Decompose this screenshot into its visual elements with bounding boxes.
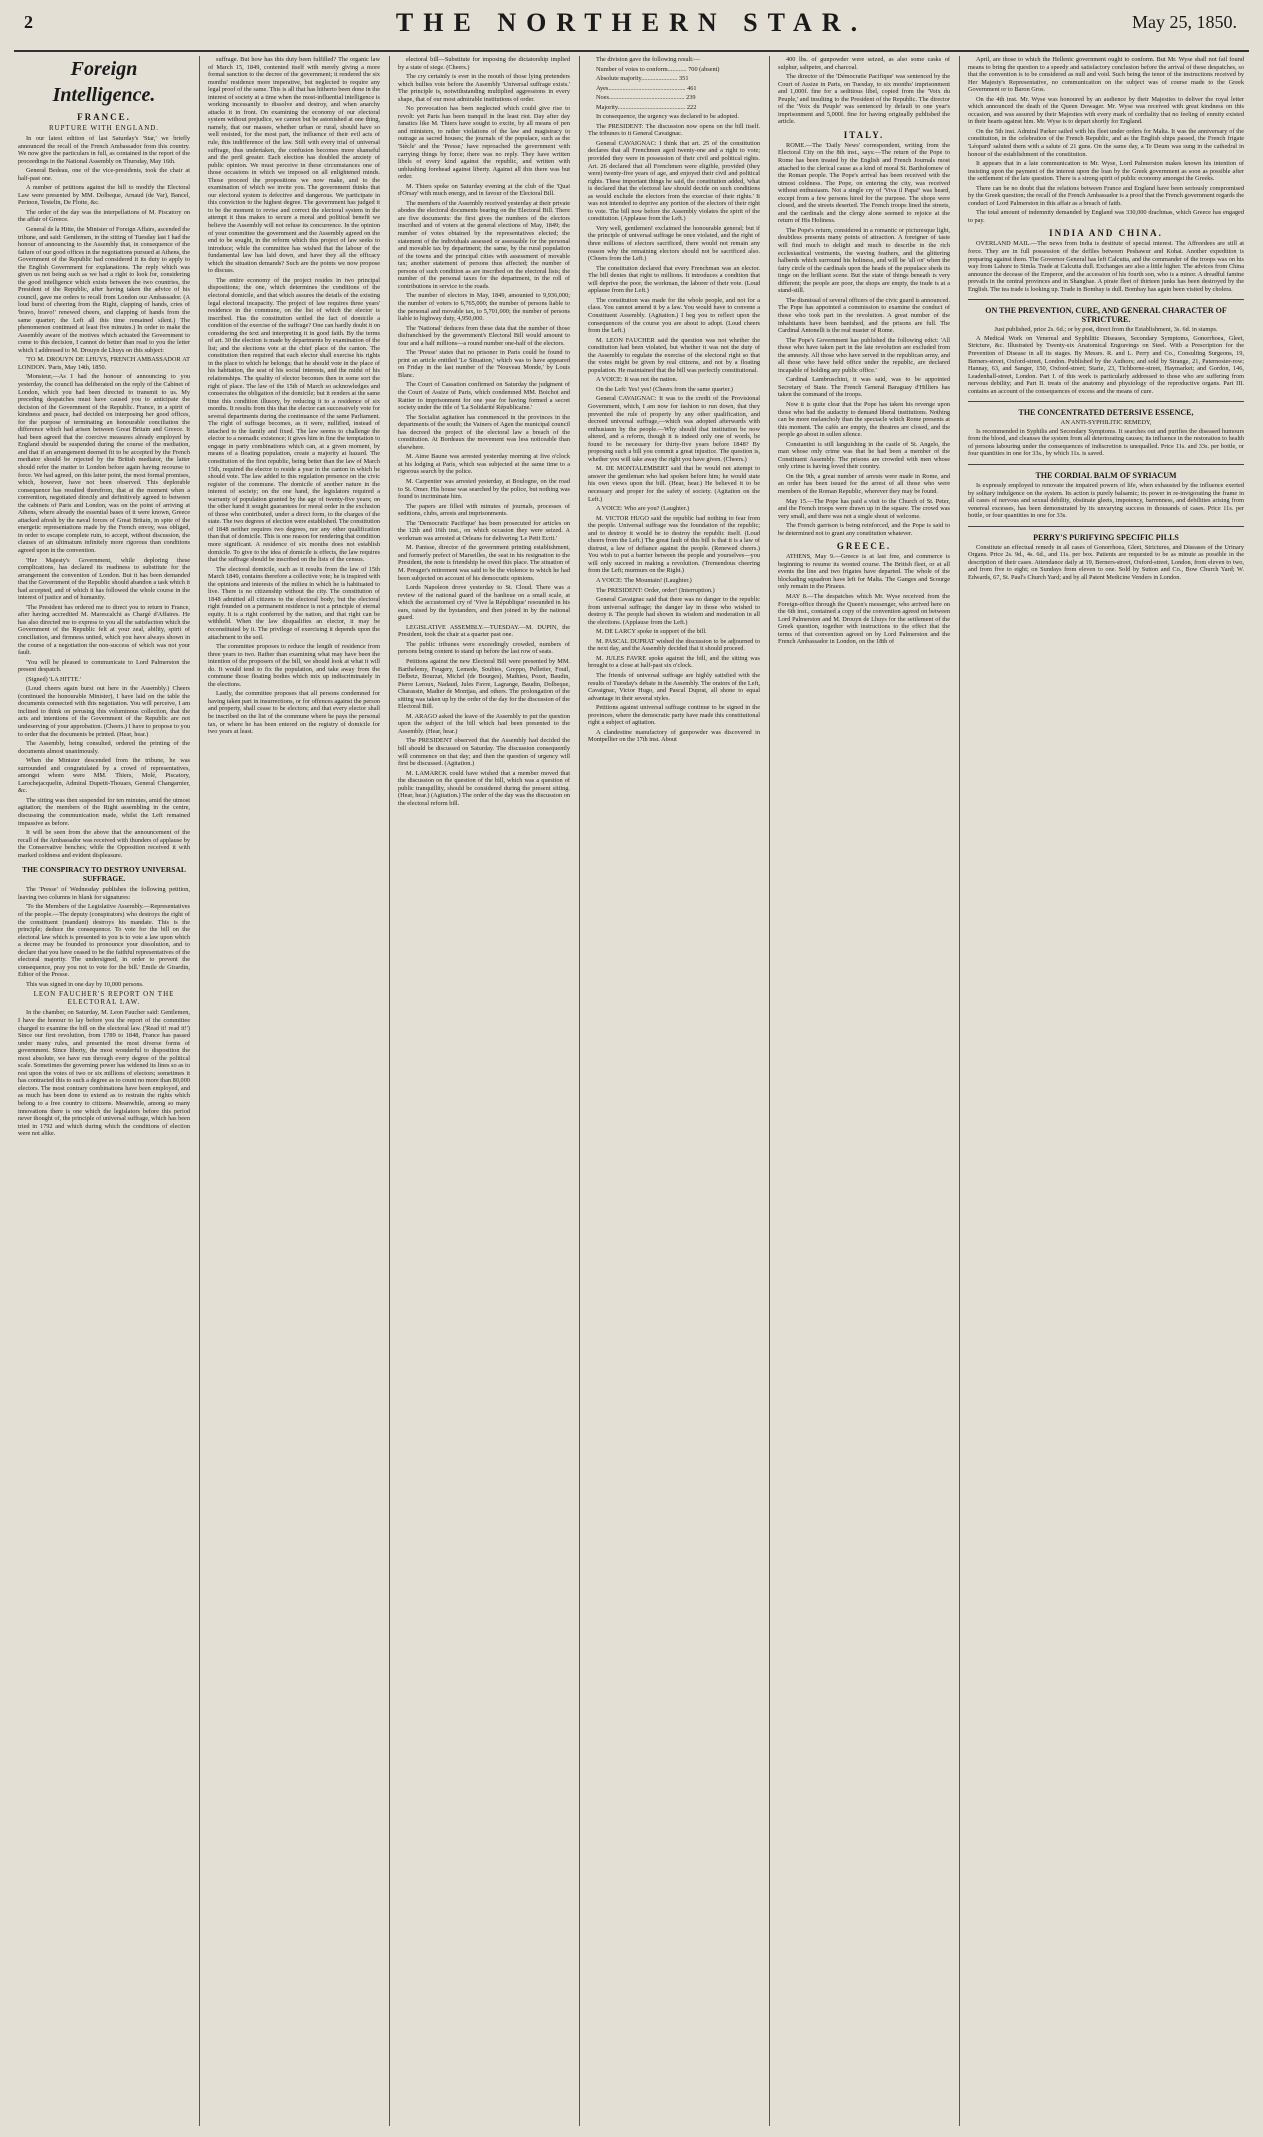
column-5 — [778, 56, 950, 2126]
paragraph: General Bedeau, one of the vice-presidents, took the chair at half-past one. — [18, 167, 190, 182]
paragraph: The number of electors in May, 1849, amounted to 9,936,000; the number of voters to 6,765,000; the number of persons liable to the personal and movable tax, to 5,701,000; the number of persons liable to highway duty, 4,950,000. — [398, 292, 570, 323]
ad-title: THE CONCENTRATED DETERSIVE ESSENCE, — [1018, 408, 1194, 418]
paragraph: It will be seen from the above that the announcement of the recall of the Ambassador was received with thunders of applause by the Conservative benches; while the Opposition received it with marked coldness and evident displeasure. — [18, 829, 190, 859]
paragraph: M. LEON FAUCHER said the question was not whether the constitution had been violated, but whether it was not the duty of the Assembly to regulate the exercise of the electoral right so that the votes might be given by real citizens, and not by a floating population. He maintained that the bill was perfectly constitutional. — [588, 336, 760, 374]
page-number: 2 — [24, 12, 33, 32]
paragraph: No provocation has been neglected which could give rise to revolt: yet Paris has been tranquil in the least riot. Day after day fanatics like M. Thiers have sought to excite, by all means of pen and ministers, to rather violations of the law and magistracy to outrage as sacred houses; the journals of the populace, such as the 'Siècle' and the 'Presse,' have reproached the government with carrying things by force; there was no reply. They have written libels of every kind against the republic, and written with unblushing forehead against liberty. Against all this there was but order. — [398, 105, 570, 181]
paragraph: Constantini is still languishing in the castle of St. Angelo, the man whose only crime was that he had been a member of the Constituent Assembly. The prisons are crowded with men whose only crime is having loved their country. — [778, 440, 950, 471]
paragraph: electoral bill—Substitute for imposing the dictatorship implied by a state of siege. (Cheers.) — [398, 56, 570, 71]
paragraph: suffrage. But how has this duty been fulfilled? The organic law of March 15, 1849, contented itself with merely giving a more formal sanction to the decree of the government; it rendered the six months' residence more imperative, but neglected to require any legal proof of the same. This is all that has hitherto been done in the interest of society at a time when the most-influential intelligence is working incessantly to dissolve and destroy, and when anarchy attacks it in front. On examining the economy of our electoral system without prejudice, we cannot but be astonished at one thing, namely, that our masses, whether urban or rural, should have so well resisted, for the most part, the influence of their evil acts of rule, this indifference of the law. Still with every trial of universal suffrage, thus undertaken, the confusion becomes more shameful and the peril greater. Each election has doubled the anxiety of public opinion. We must perceive in these circumstances one of those occasions in which we imposed on all enlightened minds. Those proceed the propositions we now make, and to the examination of which we invite you. The government thinks that our electoral system is defective and dangerous. We participate in this conviction to the highest degree. The government has judged it to be the moment to revise and correct the electoral system in the attempt it thus makes to secure a moral and political benefit we believe the Assembly will not refuse its concurrence. In the opinion of your committee the government and the Assembly agreed on the end to be sought, in the reform which this project of law seeks to introduce; while the committee has wished that the labour of the fundamental law has laid down, and have they all the efficacy which the situation demands? Such are the points we now propose to discuss. — [208, 56, 380, 275]
masthead — [14, 4, 1249, 52]
paragraph: Petitions against the new Electoral Bill were presented by MM. Barthelemy, Feugery, Lemede, Soubies, Greppo, Pelletier, Fouil, Delbetz, Bourzat, Michel (de Bourges), Mathieu, Pozet, Baudin, Pierre Leroux, Nadaud, Jules Favre, Lagrange, Baudin, Dolbeque, Charassin, Madier de Montjau, and others. The prolongation of the sitting was taken up by the order of the day for the discussion of the Electoral Bill. — [398, 658, 570, 711]
paragraph: A VOICE: Who are you? (Laughter.) — [596, 505, 690, 513]
paragraph: M. DE MONTALEMBERT said that he would not attempt to answer the gentleman who had spoken before him; he would state his own views upon the bill. (Hear, hear.) He believed it to be necessary and proper for the safety of society. (Agitation on the Left.) — [588, 465, 760, 503]
country-heading: GREECE. — [836, 541, 892, 552]
paragraph: M. Carpentier was arrested yesterday, at Boulogne, on the road to St. Omer. His house was searched by the police, but nothing was found to incriminate him. — [398, 477, 570, 501]
column-rule — [199, 56, 200, 2126]
paragraph: The PRESIDENT: Order, order! (Interruption.) — [596, 586, 715, 594]
paragraph: In our latest edition of last Saturday's 'Star,' we briefly announced the recall of the French Ambassador from this country. We now give the particulars in full, as contained in the report of the proceedings in the National Assembly on Thursday, May 16th. — [18, 135, 190, 165]
paragraph: A number of petitions against the bill to modify the Electoral Law were presented by MM. Dolbeque, Arnaud (de Var), Bancel, Perinon, Testelin, De Flotte, &c. — [18, 184, 190, 207]
column-3 — [398, 56, 570, 2126]
paragraph: 'Her Majesty's Government, while deploring these complications, has declared its readiness to substitute for the arrangement the convention of London. But it has been demanded that the Government of the Republic should abandon a task which it had accepted, and of which it has followed the whole course in the interest of justice and of humanity. — [18, 556, 190, 602]
paragraph: M. Thiers spoke on Saturday evening at the club of the 'Quai d'Orsay' with much energy, and in favour of the Electoral Bill. — [398, 182, 570, 198]
paragraph: The total amount of indemnity demanded by England was 330,000 drachmas, which Greece has engaged to pay. — [968, 209, 1244, 224]
paragraph: The friends of universal suffrage are highly satisfied with the results of Tuesday's debate in the Assembly. The orators of the Left, Cavaignac, Victor Hugo, and Pascal Duprat, all shone to equal advantage in their several styles. — [588, 672, 760, 702]
country-heading: FRANCE. — [77, 112, 131, 122]
paragraph: Cardinal Lambruschini, it was said, was to be appointed Secretary of State. The French General Baraguay d'Hilliers has taken the command of the troops. — [778, 376, 950, 399]
paragraph: April, are those to which the Hellenic government ought to conform. But Mr. Wyse shall not fail found means to bring the question to a speedy and satisfactory conclusion before the arrival of these despatches, so that the convention is to be considered as null and void. Such being the tenor of the instructions received by Her Majesty's Representative, no communication on the subject was of course made to the Greek Government or to Baron Gros. — [968, 56, 1244, 94]
paragraph: 'Monsieur,—As I had the honour of announcing to you yesterday, the council has deliberated on the reply of the Cabinet of London, which you had been directed to transmit to us. My preceding despatches must have caused you to anticipate the decision of the Government of the Republic. France, in a spirit of kindness and peace, had decided on interposing her good offices, for the purpose of terminating an honourable conciliation the difference which had arisen between Great Britain and Greece. It had been agreed that the coercive measures already employed by England should be suspended during the course of the mediation, and that if an arrangement deemed fit to be accepted by the French mediator should be rejected by the British mediator, the latter should refer the matter to London before again having recourse to force. We had agreed, on this latter point, the most formal promises, which, however, have not been observed. This deplorable consequence has resulted therefrom, that at the moment when a convention, negotiated directly and definitively agreed to between the cabinets of Paris and London, was on the point of arriving at Athens, where already the essential bases of it were known, Greece attacked afresh by the naval forces of Great Britain, in spite of the energetic representations made by the French envoy, was obliged, in order to escape complete ruin, to accept, without discussion, the clauses of an ultimatum infinitely more rigorous than conditions agreed upon in the convention. — [18, 373, 190, 554]
paragraph: The sitting was then suspended for ten minutes, amid the utmost agitation; the members of the Right assembling in the centre, discussing the communication made, whilst the Left remained impassive as before. — [18, 796, 190, 827]
paragraph: When the Minister descended from the tribune, he was surrounded and congratulated by a crowd of representatives, amongst whom were MM. Thiers, Molé, Piscatory, Larochejacquelin, Admiral Dupetit-Thouars, General Changarnier, &c. — [18, 757, 190, 795]
paragraph: The public tribunes were exceedingly crowded, numbers of persons being content to stand up before the last row of seats. — [398, 640, 570, 656]
paragraph: Very well, gentlemen! exclaimed the honourable general; but if the principle of universal suffrage be once violated, and the right of three millions of electors sacrificed, there would not remain any reason why the remaining electors should not be sacrificed also. (Cheers from the Left.) — [588, 224, 760, 263]
paragraph: It appears that in a late communication to Mr. Wyse, Lord Palmerston makes known his intention of insisting upon the payment of the interest upon the loan by the Greek government as soon as possible after the settlement of the late question. There is a strong spirit of public economy amongst the Greeks. — [968, 160, 1244, 183]
paragraph: M. PASCAL DUPRAT wished the discussion to be adjourned to the next day, and the Assembly decided that it should proceed. — [588, 637, 760, 653]
paragraph: Noes................................................ 239 — [596, 94, 696, 102]
paragraph: The 'Presse' states that no prisoner in Paris could be found to print an article entitled 'Le Situation,' which was to have appeared on Friday in the last number of the 'Nouveau Monde,' by Louis Blanc. — [398, 349, 570, 379]
paragraph: ATHENS, May 9.—Greece is at last free, and commerce is beginning to resume its wonted course. The British fleet, or at all events the line and two frigates have departed. The whole of the blockading squadron have left for Malta. The Ganges and Scourge only remain in the Piraeus. — [778, 553, 950, 591]
column-1 — [18, 56, 190, 2126]
paragraph: This was signed in one day by 10,000 persons. — [26, 980, 144, 988]
paragraph: The 'Presse' of Wednesday publishes the following petition, leaving two columns in blank for signatures: — [18, 886, 190, 901]
paragraphs — [398, 56, 570, 807]
paragraph: (Loud cheers again burst out here in the Assembly.) Cheers (continued the honourable Minister), I have laid on the table the documents connected with this negotiation. You will perceive, I am inclined to think on perusing this voluminous collection, that the acts and intentions of the Government of the Republic are not undeserving of your approbation. (Cheers.) I have to propose to you to order that the documents be printed. (Hear, hear.) — [18, 685, 190, 738]
paragraph: Now it is quite clear that the Pope has taken his revenge upon those who had the audacity to demand liberal institutions. Nothing can be more melancholy than the spectacle which Rome presents at this moment. The cafés are empty, the theatres are closed, and the people go about in sullen silence. — [778, 400, 950, 439]
paragraph: M. JULES FAVRE spoke against the bill, and the sitting was brought to a close at half-past six o'clock. — [588, 654, 760, 670]
paragraph: The Assembly, being consulted, ordered the printing of the documents almost unanimously. — [18, 740, 190, 755]
column-6 — [968, 56, 1244, 2126]
paragraph: Lastly, the committee proposes that all persons condemned for having taken part in insurrections, or for offences against the person and property, shall cease to be electors; and that every elector shall be inscribed on the list of the commune where he pays the personal tax, or where he has been entered on the registry of domicile for two years at least. — [208, 690, 380, 736]
paragraph: 'You will be pleased to communicate to Lord Palmerston the present despatch. — [18, 658, 190, 674]
article-heading: THE CONSPIRACY TO DESTROY UNIVERSAL SUFFRAGE. — [22, 865, 186, 884]
ad-subtitle: Just published, price 2s. 6d.; or by post, direct from the Establishment, 3s. 6d. in stamps. — [994, 326, 1218, 334]
issue-date: May 25, 1850. — [1132, 12, 1237, 32]
section-title: Foreign Intelligence. — [52, 58, 156, 106]
paragraph: The Court of Cassation confirmed on Saturday the judgment of the Court of Assize of Paris, which condemned MM. Boichot and Rattier to imprisonment for one year for having formed a secret society under the title of 'La Solidarité Républicaine.' — [398, 381, 570, 412]
paragraph: Ayes................................................. 461 — [596, 84, 697, 92]
paragraphs — [208, 56, 380, 736]
ad-body: Constitute an effectual remedy in all cases of Gonorrhoea, Gleet, Strictures, and Diseases of the Urinary Organs. Price 2s. 9d., 4s. 6d., and 11s. per box. Patients are requested to be as minute as possible in the description of their cases. Attendance daily at 19, Berners-street, Oxford-street, London, from eleven to two, and from five to eight; on Sundays from eleven to one. Sold by Sutton and Co., Bow Church Yard; W. Edwards, 67, St. Paul's Church Yard; and by all Patent Medicine Venders in London. — [968, 543, 1244, 581]
paragraph: In the chamber, on Saturday, M. Leon Faucher said: Gentlemen, I have the honour to lay before you the report of the committee charged to examine the bill on the electoral law. ('Read it! read it!') Since our first revolution, from 1789 to 1848, France has passed under many rules, and presented the most diverse forms of government. Since liberty, the most wonderful to disposition the most absolute, we have run through every degree of the political scale. Sometimes the governing power has widened its lines so as to rest upon the votes of two or six millions of electors; sometimes it has contracted this to such a degree as to count no more than 80,000 electors. The most contrary combinations have been employed, and as much has been done to extend as to restrain the rights which belong to a free country to citizens. Meanwhile, among so many innovations there is one which the legislators before this period never thought of, the principle of universal suffrage, which has been tried in 1792 and which during which the conditions of election were not alike. — [18, 1009, 190, 1138]
paragraph: The division gave the following result:— — [596, 56, 701, 63]
paragraph: Petitions against universal suffrage continue to be signed in the provinces, where the democratic party have made this constitutional right a subject of agitation. — [588, 704, 760, 727]
paragraphs — [968, 56, 1244, 224]
paragraphs — [968, 240, 1244, 293]
paragraphs — [588, 56, 760, 744]
country-heading: ITALY. — [843, 129, 885, 140]
paragraph: The Pope's Government has published the following edict: 'All those who have taken part in the late revolution are excluded from the amnesty. All those who have served in the republican army, and all those who have held office under the republic, are declared incapable of holding any public office.' — [778, 336, 950, 374]
paragraph: The PRESIDENT: The discussion now opens on the bill itself. The tribunes to it General Cavaignac. — [588, 122, 760, 138]
ad-title: ON THE PREVENTION, CURE, AND GENERAL CHARACTER OF STRICTURE. — [985, 306, 1227, 325]
advertisement — [968, 464, 1244, 520]
paragraph: M. ARAGO asked the leave of the Assembly to put the question upon the subject of the bill which had been presented to the Assembly. (Hear, hear.) — [398, 712, 570, 735]
paragraph: General CAVAIGNAC: I think that art. 25 of the constitution declares that all Frenchmen aged twenty-one and a right to vote; provided they were in possession of their civil and political rights. Art. 26 declared that all Frenchmen were eligible, provided (they were) twenty-five years of age, and enjoyed their civil and political rights. These important things he said, the constitution added, 'what is declared that the electoral law should decide on such conditions as would exclude the electors from the exercise of their rights.' It was not intended to deprive any portion of the electors of their right to vote. The bill now before the Assembly violates the spirit of the constitution. (Applause from the Left.) — [588, 139, 760, 223]
paragraphs — [778, 142, 950, 537]
paragraph: The members of the Assembly received yesterday at their private abodes the electoral documents bearing on the Electoral Bill. There are five documents: the first gives the numbers of the electors inscribed and of voters at the general elections of May, 1849; the number of votes obtained by the representatives elected; the statement of the individuals assessed or assessable for the personal and movable tax by department; the same, by the rural population of the towns and the principal cities with assessment of movable tax; another statement of persons thus affected; the number of persons of such condition as are inscribed on the electoral lists; the number of the personal taxes for the department, in the roll of contributions in service to the roads. — [398, 199, 570, 290]
ad-title: THE CORDIAL BALM OF SYRIACUM — [1035, 470, 1177, 480]
paragraphs — [778, 56, 950, 126]
paragraph: M. DE LARCY spoke in support of the bill. — [596, 628, 707, 636]
paragraph: On the 4th inst. Mr. Wyse was honoured by an audience by their Majesties to deliver the royal letter which announced the death of the Queen Dowager. Mr. Wyse was received with great kindness on this occasion, and was assured by their Majesties with every mark of cordiality that no feeling of enmity existed in their hearts against him. Mr. Wyse is to depart shortly for England. — [968, 95, 1244, 126]
paragraph: The director of the 'Démocratie Pacifique' was sentenced by the Court of Assize in Paris, on Tuesday, to six months' imprisonment and 1,000f. fine for a seditious libel, copied from the 'Voix du Peuple,' and insulting to the President of the Republic. The director of the 'Voix du Peuple' was sentenced by default to one year's imprisonment and 5,000f. fine for having originally published the article. — [778, 73, 950, 126]
paragraph: The order of the day was the interpellations of M. Piscatory on the affair of Greece. — [18, 208, 190, 224]
paragraph: In consequence, the urgency was declared to be adopted. — [596, 113, 739, 121]
paragraph: On the 9th, a great number of arrests were made in Rome, and an order has been issued for the arrest of all those who were members of the Roman Republic, wherever they may be found. — [778, 472, 950, 495]
advertisement — [968, 526, 1244, 582]
column-rule — [959, 56, 960, 2126]
paragraph: 'The President has ordered me to direct you to return to France, after having accredited M. Marescalchi as Chargé d'Affaires. He has also directed me to express to you all the satisfaction which the Government of the Republic felt at your zeal, ability, spirit of conciliation, and firmness united, which you have always shown in the course of a negotiation the non-success of which was not your fault. — [18, 603, 190, 657]
paragraph: (Signed) 'LA HITTE.' — [26, 675, 81, 683]
paragraph: The PRESIDENT observed that the Assembly had decided the bill should be discussed on Saturday. The discussion consequently will commence on that day; and then the question of urgency will first be discussed. (Agitation.) — [398, 737, 570, 768]
paragraph: The constitution declared that every Frenchman was an elector. The bill denies that right to millions. It introduces a condition that will deprive the poor, the workman, the laborer of their vote. (Loud applause from the Left.) — [588, 264, 760, 295]
paragraphs — [18, 135, 190, 859]
paragraph: The cry certainly is ever in the mouth of those lying pretenders which bullies vote before the Assembly 'Universal suffrage exists.' The principle is, notwithstanding multiplied aggressions in every shape, that of our most admirable institutions of order. — [398, 73, 570, 103]
paragraph: Majority........................................... 222 — [596, 103, 697, 111]
paragraph: The committee proposes to reduce the length of residence from three years to two. Rather than examining what may have been the intention of the proposers of the bill, we should look at what it will do. It would tend to fix the population, and take away from the commune those floating bodies which mix up indiscriminately in the elections. — [208, 643, 380, 688]
ad-body: Is expressly employed to renovate the impaired powers of life, when exhausted by the influence exerted by solitary indulgence on the system. Its action is purely balsamic; its power in re-invigorating the frame in all cases of nervous and sexual debility, obstinate gleets, impotency, barrenness, and debilities arising from venereal excesses, has been demonstrated by its unvarying success in thousands of cases. Price 11s. per bottle, or four quantities in one for 33s. — [968, 481, 1244, 520]
ad-body: Is recommended in Syphilis and Secondary Symptoms. It searches out and purifies the diseased humours from the blood, and cleanses the system from all deteriorating causes; its influence in the restoration to health of persons labouring under the consequences of indiscretion is unequalled. Price 11s. and 33s. per bottle, or four quantities in one for 33s., by which 11s. is saved. — [968, 427, 1244, 458]
paragraph: Number of votes to conform............ 700 (absent) — [596, 65, 720, 73]
ad-title: PERRY'S PURIFYING SPECIFIC PILLS — [1033, 532, 1179, 542]
paragraph: M. Panisse, director of the government printing establishment, and formerly prefect of Marseilles, the seat in his resignation to the President, the note is friendship he owed this place. The situation of M. Preuger's retirement was said to be the violence to which he had been subjected on account of his democratic opinions. — [398, 544, 570, 582]
paragraph: The constitution was made for the whole people, and not for a class. You cannot amend it by a law. You would have to convene a Constituent Assembly. (Agitation.) I beg you to reflect upon the consequences of the course you are about to adopt. (Loud cheers from the Left.) — [588, 296, 760, 335]
ad-subtitle: AN ANTI-SYPHILITIC REMEDY, — [1060, 419, 1152, 427]
column-rule — [579, 56, 580, 2126]
paragraph: ROME.—The 'Daily News' correspondent, writing from the Electoral City on the 8th inst., says:—The return of the Pope to Rome has been treated by the English and French Journals most attached to the clerical cause as a kind of moral St. Bartholomew of the Roman people. The Pope's arrival has been received with the utmost coldness. The Pope, on entering the city, was received without enthusiasm. Not a single cry of 'Viva il Papa!' was heard, except from a few persons hired for the purpose. The shops were closed, and the streets deserted. The French troops lined the streets, and the cardinals and the clergy alone seemed to rejoice at the return of His Holiness. — [778, 141, 950, 225]
paragraph: 'To the Members of the Legislative Assembly.—Representatives of the people.—The deputy (conspirators) who destroys the right of the constituent (mandant) destroys his mandate. This is the principle; deduce the consequence. To vote for the bill on the electoral law which is presented to you is to vote a law upon which a decree may be founded to pronounce your dissolution, and to declare that you have ceased to be the faithful representatives of the electoral majority. The undersigned, in order to prevent the consequence, pray you not to vote for the bill.' Emile de Girardin, Editor of the Presse. — [18, 903, 190, 979]
paragraph: A VOICE: The Mountain! (Laughter.) — [596, 577, 692, 584]
paragraph: Lords Napoleon drove yesterday to St. Cloud. There was a review of the national guard of the banlieue on a small scale, at which the accustomed cry of 'Vive la République' resounded in his ears, raised by the bystanders, and then joined in by the national guard. — [398, 584, 570, 622]
paragraph: 400 lbs. of gunpowder were seized, as also some casks of sulphur, saltpetre, and charcoal. — [778, 56, 950, 71]
paragraphs — [18, 886, 190, 988]
advertisement — [968, 299, 1244, 395]
paragraph: The electoral domicile, such as it results from the law of 15th March 1849, contains therefore a collective vote; he is inspired with the opinions and interests of the milieu in which he is habituated to live. There is no citizenship without the city. The constitution of 1848 admitted all citizens to the electoral body; but the electoral right founded on a permanent residence is not a principle of eternal equity. It is a right conferred by the nation, and that right can be withheld. When the law disqualifies an elector, it may be reconstituted by it. The privilege of exercising it depends upon the attachment to the soil. — [208, 565, 380, 641]
paragraph: A VOICE: It was not the nation. — [596, 376, 678, 384]
paragraph: 'TO M. DROUYN DE LHUYS, FRENCH AMBASSADOR AT LONDON. 'Paris, May 14th, 1850. — [18, 356, 190, 371]
newspaper-title: THE NORTHERN STAR. — [395, 8, 868, 37]
paragraph: General de la Hitte, the Minister of Foreign Affairs, ascended the tribune, and said: Gentlemen, in the sitting of Tuesday last I had the honour of announcing to the Assembly that, in consequence of the failure of our good offices in the negotiations pursued at Athens, the Government of the Republic had considered it its duty to apply to the English Government for explanations. The reply which was given us not being such as we had a right to look for, considering the good intelligence which exists between the two countries, the President of the Republic, after having taken the advice of his council, gave me orders to recall from London our Ambassador. (A loud burst of cheering from the Right, clapping of hands, cries of 'bravo, bravo!' renewed cheers, and clapping of hands from the same quarter; the Left all this time remained silent.) The phenomenon continued at least five minutes.) In order to make the Assembly aware of the motives which actuated the Government to come to this decision, I cannot do better than read to you the letter which I addressed to M. Drouyn de Lhuys on this subject: — [18, 226, 190, 354]
article-subheading: LEON FAUCHER'S REPORT ON THE ELECTORAL LAW. — [33, 990, 175, 1007]
paragraph: May 15.—The Pope has paid a visit to the Church of St. Peter, and the French troops were drawn up in the square. The crowd was very small, and there was not a single shout of welcome. — [778, 497, 950, 520]
article-subheading: RUPTURE WITH ENGLAND. — [48, 124, 160, 132]
paragraph: On the Left: Yes! yes! (Cheers from the same quarter.) — [596, 385, 733, 393]
paragraph: A clandestine manufactory of gunpowder was discovered in Montpellier on the 17th inst. About — [588, 728, 760, 744]
paragraph: The 'Democratic Pacifique' has been prosecuted for articles on the 12th and 16th inst., on which occasion they were seized. A workman was arrested at Orleans for delivering 'Le Petit Ecrit.' — [398, 519, 570, 542]
paragraph: The dismissal of several officers of the civic guard is announced. The Pope has appointed a commission to examine the conduct of those who took part in the revolution. A great number of the inhabitants have been banished, and the prisons are full. The Cardinal Antonelli is the real master of Rome. — [778, 296, 950, 335]
paragraph: The papers are filled with minutes of journals, processes of seditions, clubs, arrests and imprisonments. — [398, 502, 570, 518]
paragraph: M. VICTOR HUGO said the republic had nothing to fear from the people. Universal suffrage was the foundation of the republic; and to destroy it would be to destroy the republic itself. (Loud cheers from the Left.) The great fault of this bill is that it is a law of distrust, a law of defiance against the people. (Renewed cheers.) You wish to put a barrier between the people and yourselves—you will only succeed in making a revolution. (Tremendous cheering from the Left; murmurs on the Right.) — [588, 514, 760, 575]
paragraph: The Pope's return, considered in a romantic or picturesque light, doubtless presents many points of attraction. A foreigner of taste will find much to delight and much to describe in the rich ecclesiastical vestments, the waving feathers, and the glittering halberds which surround his holiness, and will be 'all on' when the fairy circle of the cardinals upon the heads of the populace sheds its tinge on the brilliant scene. But the state of things beneath is very different; the people are poor, the shops are empty, the trade is at a stand-still. — [778, 226, 950, 295]
column-rule — [389, 56, 390, 2126]
paragraphs — [778, 553, 950, 646]
paragraph: There can be no doubt that the relations between France and England have been seriously compromised by the Greek question; the recall of the French Ambassador is a proof that the French government regards the conduct of Lord Palmerston in this affair as a breach of faith. — [968, 184, 1244, 207]
paragraph: OVERLAND MAIL.—The news from India is destitute of special interest. The Affreedees are still at force. They are in full possession of the defiles between Peshawur and Kohat. Another expedition is preparing against them. The Governor General has left Calcutta, and the commander of the troops was on his way from Lahore to Simla. Trade at Calcutta dull. Exchanges are also a little higher. The advices from China announce the decease of the Emperor, and the accession of his fourth son, who is a minor. A dreadful famine prevails in the central provinces and in Shanghae. A pirate fleet of thirteen junks has been destroyed by the English. The tea trade is looking up. Trade in Bombay is dull. Bombay has again been visited by cholera. — [968, 240, 1244, 293]
ad-body: A Medical Work on Venereal and Syphilitic Diseases, Secondary Symptoms, Gonorrhoea, Gleet, Stricture, &c. Illustrated by Twenty-six Anatomical Engravings on Steel. With a Prescription for the Prevention of Disease in all its stages. By Messrs. R. and L. Perry and Co., Consulting Surgeons, 19, Berners-street, Oxford-street, London. Published by the Authors; and sold by Strange, 21, Paternoster-row; Hannay, 63, and Sanger, 150, Oxford-street; Starie, 23, Tichborne-street, Haymarket; and Gordon, 146, Leadenhall-street, London. Part I. of this work is particularly addressed to those who are suffering from nervous debility; and Part II. treats of the anatomy and physiology of the reproductive organs. Part III. contains an account of the consequences of excess and the means of cure. — [968, 334, 1244, 395]
paragraph: The 'National' deduces from these data that the number of those disfranchised by the government's Electoral Bill would amount to four and a half millions—a round number one-half of the electors. — [398, 324, 570, 347]
paragraph: On the 5th inst. Admiral Parker sailed with his fleet under orders for Malta. It was the anniversary of the constitution, in the celebration of the French Republic, and as the English ships passed, the French frigate 'Léopard' saluted them with a salute of 21 guns. On the same day, a Te Deum was sung in the cathedral in honour of the establishment of the constitution. — [968, 127, 1244, 158]
country-heading: INDIA AND CHINA. — [1049, 228, 1163, 239]
paragraphs — [18, 1009, 190, 1137]
column-rule — [769, 56, 770, 2126]
paragraph: General CAVAIGNAC: It was to the credit of the Provisional Government, which, I am now for fashion to run down, that they prevented the rule of property by any other qualification, and decreed universal suffrage,—which was adopted afterwards with enthusiasm by the people.—Why should that institution be now altered, and a reform, though it is indeed only one of words, be found to be necessary for thirty-five years before 1848? By proposing such a bill you commit a great injustice. The question is, whether you will take away the right you have given. (Cheers.) — [588, 395, 760, 463]
column-2 — [208, 56, 380, 2126]
paragraph: LEGISLATIVE ASSEMBLY.—TUESDAY.—M. DUPIN, the President, took the chair at a quarter past one. — [398, 623, 570, 639]
paragraph: M. LAMARCK could have wished that a member moved that the discussion on the question of the bill, which was a question of public tranquillity, should be considered during the present sitting. (Hear, hear.) (Agitation.) The order of the day was the discussion on the electoral reform bill. — [398, 769, 570, 807]
paragraph: M. Aime Baune was arrested yesterday morning at five o'clock at his lodging at Paris, which was subjected at the same time to a rigorous search by the police. — [398, 453, 570, 476]
paragraph: The entire economy of the project resides in two principal dispositions; the one, which determines the conditions of the electoral domicile, and that which assures the details of the existing legal electoral incapacity. The project of law requires three years' residence in the commune, on the list of which the elector is inscribed. Has the constitution settled the fact of domicile a condition of the exercise of the suffrage? One can hardly doubt it on considering the text and interpreting it in good faith. By the terms of art. 30 the election is made by departments by examination of the list; and the elections vote at the chief place of the canton. The constitution then required that each elector shall exercise his rights in the place to which he belongs; that he should vote in the place of his habitation, the seat of his social interests, and the midst of his relationships. The quality of elector becomes then in some sort the right of place. The law of the 15th of March so acknowledges and consecrates the obligation of the domicile; but it renders at the same time this condition illusory, by reducing it to a residence of six months. It results from this that the elector can successively vote for several departments during the continuance of the same Parliament. The right of suffrage becomes, as it were, nullified, instead of attached to the family and fixed. The law seems to challenge the elector to a nomadic existence; it gives him in fine the temptation to engage in party combinations which can, at a given moment, by means of a floating population, create a majority at hazard. The constitution of the first republic, being better than the law of March 15th, required the elector to reside a year in the canton in which he should vote. The law added to this regulation presence on the civic register of the commune. The domicile of another nature in the interest of society; on the one hand, the legislators required a warranty of population granted by the age of twenty-five years; on the other hand it sought guarantees for moral order in the exclusion of those who contributed, under a direct form, to the charges of the state. The two degrees of election were established. The constitution of 1848 neither requires two degrees, nor any other qualification than that of domicile. This is one reason for rendering that condition more significant. A residence of six months does not establish domicile. To give to the idea of domicile is effects, the law requires that the suffrage should be inscribed on the lists of the census. — [208, 276, 380, 564]
advertisement — [968, 401, 1244, 458]
column-4 — [588, 56, 760, 2126]
paragraph: The French garrison is being reinforced, and the Pope is said to be determined not to grant any constitution whatever. — [778, 522, 950, 537]
paragraph: MAY 8.—The despatches which Mr. Wyse received from the Foreign-office through the Queen's messenger, who arrived here on the 6th inst., contained a copy of the convention agreed on between Lord Palmerston and M. Drouyn de Lhuys for the settlement of the Greek question, together with instructions to the effect that the terms of that convention agreed on by Lord Palmerston and the French Ambassador in London, on the 18th of — [778, 593, 950, 646]
paragraph: General Cavaignac said that there was no danger to the republic from universal suffrage; the danger lay in those who wished to destroy it. The people had shown its wisdom and moderation in all the elections. (Applause from the Left.) — [588, 596, 760, 626]
paragraph: Absolute majority....................... 351 — [596, 75, 689, 83]
paragraph: The Socialist agitation has commenced in the provinces in the departments of the south; the Vainers of Agen the municipal council has decreed the project of the electoral law a breach of the constitution. At Bordeaux the movement was less noticeable than elsewhere. — [398, 413, 570, 451]
